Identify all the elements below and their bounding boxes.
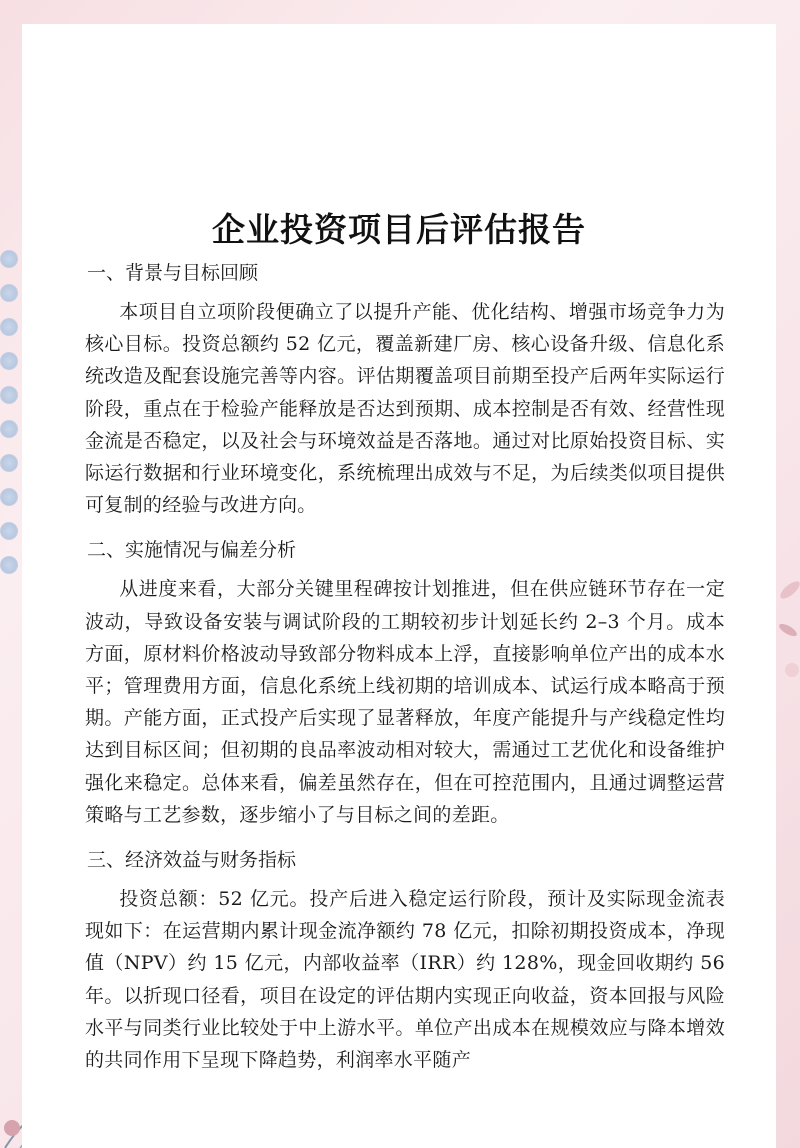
section-paragraph-background: 本项目自立项阶段便确立了以提升产能、优化结构、增强市场竞争力为核心目标。投资总额约 52 亿元，覆盖新建厂房、核心设备升级、信息化系统改造及配套设施完善等内容。评估期覆盖项目前期至投产后两年实际运行阶段，重点在于检验产能释放是否达到预期、成本控制是否有效、经营性现金流是否稳定，以及社会与环境效益是否落地。通过对比原始投资目标、实际运行数据和行业环境变化，系统梳理出成效与不足，为后续类似项目提供可复制的经验与改进方向。 — [85, 301, 725, 517]
document-title: 企业投资项目后评估报告 — [212, 210, 586, 249]
section-heading-implementation: 二、实施情况与偏差分析 — [87, 539, 297, 562]
section-paragraph-economics: 投资总额：52 亿元。投产后进入稳定运行阶段，预计及实际现金流表现如下：在运营期内累计现金流净额约 78 亿元，扣除初期投资成本，净现值（NPV）约 15 亿元，内部收益率（IRR）约 128%，现金回收期约 56 年。以折现口径看，项目在设定的评估期内实现正向收益，资本回报与风险水平与同类行业比较处于中上游水平。单位产出成本在规模效应与降本增效的共同作用下呈现下降趋势，利润率水平随产 — [85, 888, 725, 1072]
section-heading-background: 一、背景与目标回顾 — [87, 262, 259, 284]
document-body — [85, 256, 725, 1088]
section-heading-economics: 三、经济效益与财务指标 — [87, 849, 297, 872]
document-page — [22, 24, 776, 1148]
decorative-dots — [0, 250, 24, 670]
section-paragraph-implementation: 从进度来看，大部分关键里程碑按计划推进，但在供应链环节存在一定波动，导致设备安装与调试阶段的工期较初步计划延长约 2–3 个月。成本方面，原材料价格波动导致部分物料成本上浮，直接影响单位产出的成本水平；管理费用方面，信息化系统上线初期的培训成本、试运行成本略高于预期。产能方面，正式投产后实现了显著释放，年度产能提升与产线稳定性均达到目标区间；但初期的良品率波动相对较大，需通过工艺优化和设备维护强化来稳定。总体来看，偏差虽然存在，但在可控范围内，且通过调整运营策略与工艺参数，逐步缩小了与目标之间的差距。 — [85, 578, 725, 826]
